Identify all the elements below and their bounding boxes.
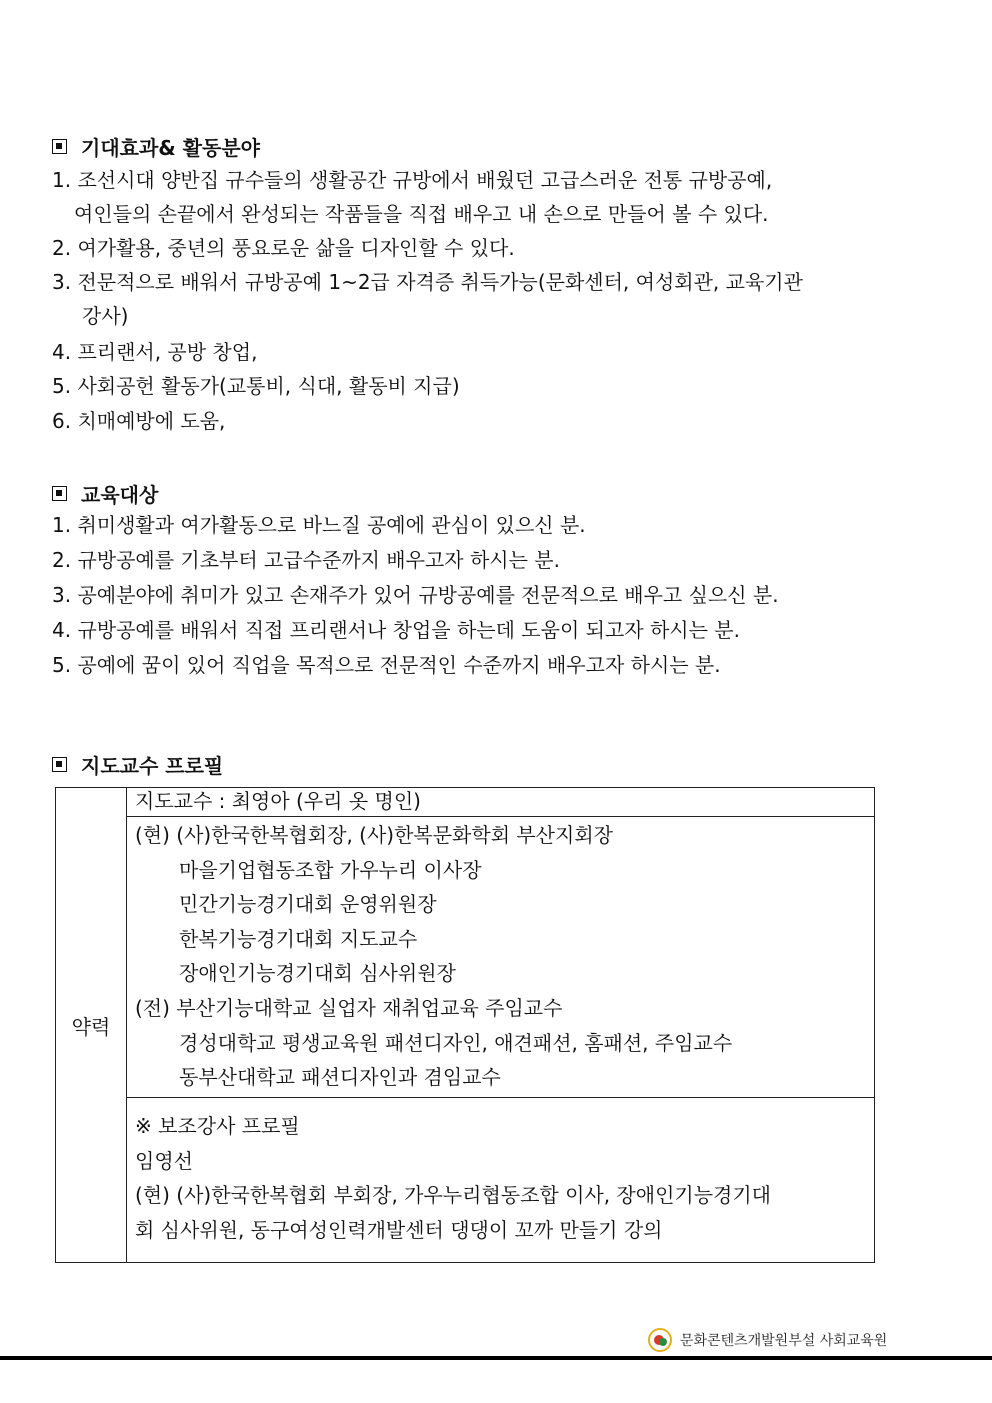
footer [648,1328,887,1352]
list-item: 5. 사회공헌 활동가(교통비, 식대, 활동비 지급) [52,374,460,398]
section-title-target-audience: 교육대상 [52,479,158,508]
square-bullet-icon [52,486,67,501]
organization-logo-icon [648,1328,672,1352]
instructor-header-cell [127,788,875,817]
assistant-cell [127,1098,875,1263]
assistant-line: (현) (사)한국한복협회 부회장, 가우누리협동조합 이사, 장애인기능경기대 [135,1183,771,1208]
assistant-name: 임영선 [135,1148,193,1173]
assistant-line: 회 심사위원, 동구여성인력개발센터 댕댕이 꼬까 만들기 강의 [135,1217,663,1242]
career-line: 민간기능경기대회 운영위원장 [179,892,437,917]
career-label: 약력 [56,788,127,1263]
career-line: (현) (사)한국한복협회장, (사)한복문화학회 부산지회장 [135,823,613,847]
list-item: 2. 규방공예를 기초부터 고급수준까지 배우고자 하시는 분. [52,548,560,572]
bottom-divider [0,1356,992,1360]
career-line: 한복기능경기대회 지도교수 [179,926,418,951]
list-item: 강사) [82,304,129,328]
list-item: 1. 취미생활과 여가활동으로 바느질 공예에 관심이 있으신 분. [52,513,586,537]
list-item: 2. 여가활용, 중년의 풍요로운 삶을 디자인할 수 있다. [52,236,515,260]
list-item: 여인들의 손끝에서 완성되는 작품들을 직접 배우고 내 손으로 만들어 볼 수 있다. [74,202,769,226]
career-line: 경성대학교 평생교육원 패션디자인, 애견패션, 홈패션, 주임교수 [179,1030,733,1055]
assistant-title: ※ 보조강사 프로필 [135,1114,300,1138]
profile-table [55,787,875,1263]
instructor-name: 지도교수 : 최영아 (우리 옷 명인) [135,789,421,813]
career-line: 마을기업협동조합 가우누리 이사장 [179,857,482,882]
square-bullet-icon [52,757,67,772]
footer-text: 문화콘텐츠개발원부설 사회교육원 [680,1333,888,1349]
list-item: 3. 공예분야에 취미가 있고 손재주가 있어 규방공예를 전문적으로 배우고 싶으신 분. [52,583,779,607]
list-item: 4. 프리랜서, 공방 창업, [52,340,258,364]
section-title-instructor-profile: 지도교수 프로필 [52,750,223,779]
section-title-expected-effects: 기대효과& 활동분야 [52,132,260,161]
career-line: 동부산대학교 패션디자인과 겸임교수 [179,1065,501,1090]
square-bullet-icon [52,139,67,154]
list-item: 4. 규방공예를 배워서 직접 프리랜서나 창업을 하는데 도움이 되고자 하시는 분. [52,618,740,642]
list-item: 5. 공예에 꿈이 있어 직업을 목적으로 전문적인 수준까지 배우고자 하시는 분. [52,653,721,677]
list-item: 3. 전문적으로 배워서 규방공예 1~2급 자격증 취득가능(문화센터, 여성회관, 교육기관 [52,270,803,294]
list-item: 6. 치매예방에 도움, [52,409,226,433]
career-line: 장애인기능경기대회 심사위원장 [179,961,456,986]
career-cell [127,817,875,1098]
list-item: 1. 조선시대 양반집 규수들의 생활공간 규방에서 배웠던 고급스러운 전통 규방공예, [52,168,773,192]
career-line: (전) 부산기능대학교 실업자 재취업교육 주임교수 [135,995,563,1020]
